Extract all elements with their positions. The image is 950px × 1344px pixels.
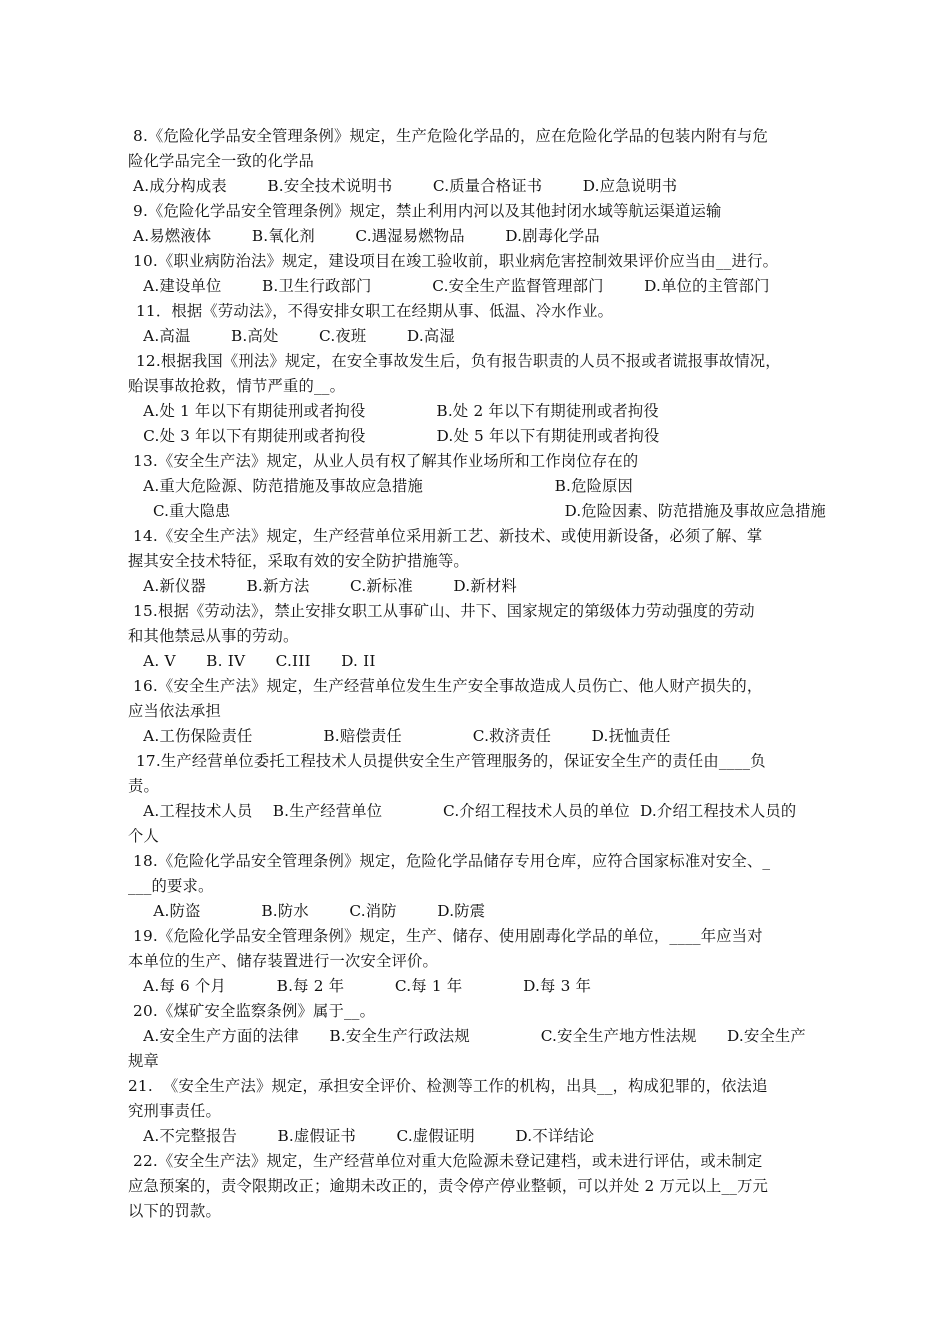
text-line: 应当依法承担 <box>128 702 221 720</box>
text-line: 9.《危险化学品安全管理条例》规定，禁止利用内河以及其他封闭水域等航运渠道运输 <box>128 202 722 220</box>
text-line: 8.《危险化学品安全管理条例》规定，生产危险化学品的，应在危险化学品的包装内附有与危 <box>128 127 768 145</box>
text-line: C.重大隐患 D.危险因素、防范措施及事故应急措施 <box>128 502 826 520</box>
text-line: 13.《安全生产法》规定，从业人员有权了解其作业场所和工作岗位存在的 <box>128 452 639 470</box>
text-line: A.易燃液体 B.氧化剂 C.遇湿易燃物品 D.剧毒化学品 <box>128 227 600 245</box>
text-line: ___的要求。 <box>128 877 214 895</box>
text-line: 15.根据《劳动法》，禁止安排女职工从事矿山、井下、国家规定的第级体力劳动强度的劳动 <box>128 602 755 620</box>
text-line: 规章 <box>128 1052 159 1070</box>
text-line: 16.《安全生产法》规定，生产经营单位发生生产安全事故造成人员伤亡、他人财产损失的， <box>128 677 763 695</box>
text-line: 10.《职业病防治法》规定，建设项目在竣工验收前，职业病危害控制效果评价应当由__进行。 <box>128 252 779 270</box>
text-line: 12.根据我国《刑法》规定，在安全事故发生后，负有报告职责的人员不报或者谎报事故情况， <box>136 352 781 370</box>
text-line: 握其安全技术特征，采取有效的安全防护措施等。 <box>128 552 469 570</box>
text-line: 22.《安全生产法》规定，生产经营单位对重大危险源未登记建档，或未进行评估，或未制定 <box>128 1152 763 1170</box>
text-line: A.安全生产方面的法律 B.安全生产行政法规 C.安全生产地方性法规 D.安全生产 <box>128 1027 806 1045</box>
text-line: A.工伤保险责任 B.赔偿责任 C.救济责任 D.抚恤责任 <box>128 727 671 745</box>
text-line: C.处 3 年以下有期徒刑或者拘役 D.处 5 年以下有期徒刑或者拘役 <box>128 427 660 445</box>
text-line: 贻误事故抢救，情节严重的__。 <box>128 377 346 395</box>
text-line: A.重大危险源、防范措施及事故应急措施 B.危险原因 <box>128 477 634 495</box>
text-line: 17.生产经营单位委托工程技术人员提供安全生产管理服务的，保证安全生产的责任由____负 <box>136 752 766 770</box>
text-line: 18.《危险化学品安全管理条例》规定，危险化学品储存专用仓库，应符合国家标准对安全、_ <box>128 852 771 870</box>
text-line: 14.《安全生产法》规定，生产经营单位采用新工艺、新技术、或使用新设备，必须了解、掌 <box>128 527 763 545</box>
text-line: 究刑事责任。 <box>128 1102 221 1120</box>
text-line: 个人 <box>128 827 159 845</box>
text-line: A.工程技术人员 B.生产经营单位 C.介绍工程技术人员的单位 D.介绍工程技术人员的 <box>128 802 797 820</box>
text-line: 21. 《安全生产法》规定，承担安全评价、检测等工作的机构，出具__，构成犯罪的，依法追 <box>128 1077 768 1095</box>
text-line: A.高温 B.高处 C.夜班 D.高湿 <box>128 327 455 345</box>
text-line: 20.《煤矿安全监察条例》属于__。 <box>128 1002 376 1020</box>
text-line: A.新仪器 B.新方法 C.新标准 D.新材料 <box>128 577 517 595</box>
text-line: A.防盗 B.防水 C.消防 D.防震 <box>128 902 486 920</box>
text-line: A.不完整报告 B.虚假证书 C.虚假证明 D.不详结论 <box>128 1127 595 1145</box>
text-line: A.建设单位 B.卫生行政部门 C.安全生产监督管理部门 D.单位的主管部门 <box>128 277 770 295</box>
text-line: A. V B. IV C.III D. II <box>128 652 376 670</box>
text-line: 11．根据《劳动法》，不得安排女职工在经期从事、低温、冷水作业。 <box>136 302 614 320</box>
text-line: 本单位的生产、储存装置进行一次安全评价。 <box>128 952 438 970</box>
text-line: A.每 6 个月 B.每 2 年 C.每 1 年 D.每 3 年 <box>128 977 592 995</box>
text-line: 19.《危险化学品安全管理条例》规定，生产、储存、使用剧毒化学品的单位，____年应当对 <box>128 927 763 945</box>
text-line: 责。 <box>128 777 159 795</box>
text-line: 应急预案的，责令限期改正；逾期未改正的，责令停产停业整顿，可以并处 2 万元以上__万元 <box>128 1177 769 1195</box>
text-line: 以下的罚款。 <box>128 1202 221 1220</box>
text-line: A.处 1 年以下有期徒刑或者拘役 B.处 2 年以下有期徒刑或者拘役 <box>128 402 659 420</box>
text-line: 险化学品完全一致的化学品 <box>128 152 314 170</box>
text-line: A.成分构成表 B.安全技术说明书 C.质量合格证书 D.应急说明书 <box>128 177 678 195</box>
text-line: 和其他禁忌从事的劳动。 <box>128 627 299 645</box>
